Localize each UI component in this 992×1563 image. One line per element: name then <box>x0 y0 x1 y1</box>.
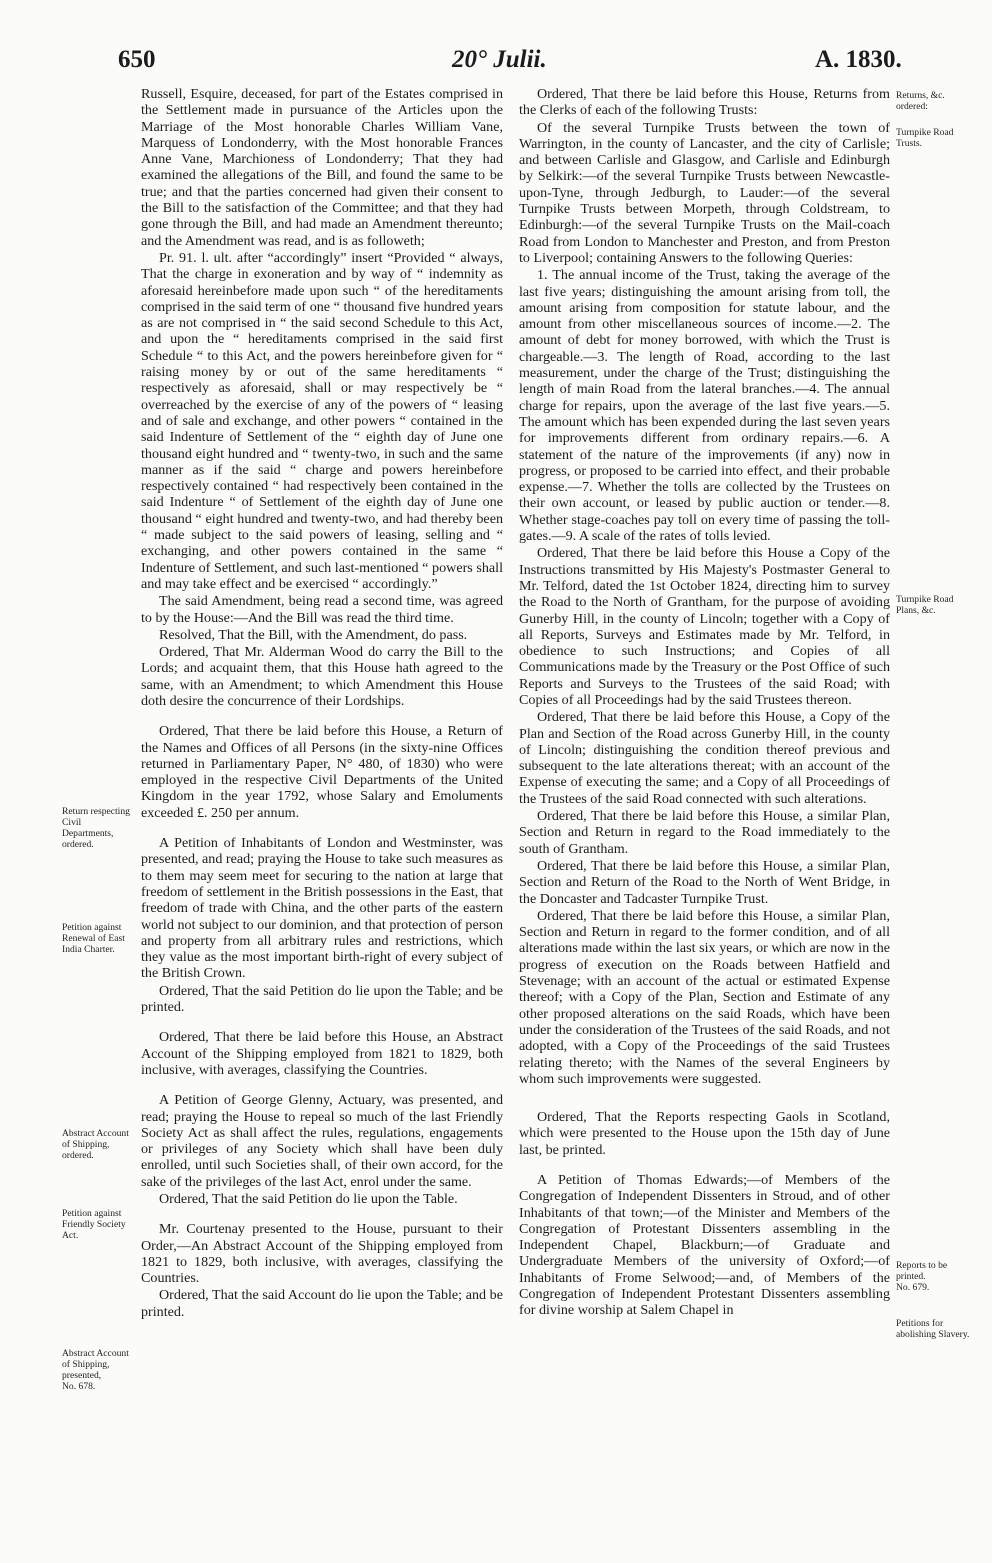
paragraph: Ordered, That the said Account do lie upon the Table; and be printed. <box>141 1287 503 1320</box>
paragraph: Ordered, That the said Petition do lie upon the Table; and be printed. <box>141 982 503 1016</box>
margin-note <box>896 127 978 149</box>
margin-note-label: Petition against Renewal of East India Charter. <box>62 922 125 955</box>
margin-note <box>62 806 134 850</box>
margin-note <box>62 1128 134 1161</box>
paragraph: A Petition of George Glenny, Actuary, was presented, and read; praying the House to repeal so much of the last Friendly Society Act as shall affect the rules, regulations, engagements or privileges of any Society which shall have been duly enrolled, until such Societies shall, of their own accord, for the sake of the privileges of the last Act, enrol under the same. <box>141 1092 503 1190</box>
paragraph: Of the several Turnpike Trusts between the town of Warrington, in the county of Lancaster, and the city of Carlisle; and between Carlisle and Glasgow, and Carlisle and Edinburgh by Selkirk:—of the several Turnpike Trusts between Newcastle-upon-Tyne, through Jedburgh, to Lauder:—of the several Turnpike Trusts between Morpeth, through Coldstream, to Edinburgh:—of the several Turnpike Trusts on the Mail-coach Road from London to Manchester and Preston, and from Preston to Liverpool; containing Answers to the following Queries: <box>519 119 890 266</box>
paragraph: Resolved, That the Bill, with the Amendment, do pass. <box>159 626 468 643</box>
margin-note <box>62 1348 134 1392</box>
margin-note-label: Abstract Account of Shipping, presented, <box>62 1348 129 1381</box>
paragraph: Ordered, That there be laid before this House, a Return of the Names and Offices of all Persons (in the sixty-nine Offices returned in Parliamentary Paper, N° 480, of 1830) who were employed in the respective Civil Departments of the United Kingdom in the year 1792, whose Salary and Emoluments exceeded £. 250 per annum. <box>141 723 503 821</box>
amendment-quote: Pr. 91. l. ult. after “accordingly” insert “Provided “ always, That the charge in exoneration and by way of “ indemnity as aforesaid hereinbefore made upon such “ of the hereditaments comprised in the said term of one “ thousand five hundred years as are not comprised in “ the said second Schedule to this Act, and upon the “ hereditaments comprised in the said first Schedule “ to this Act, and the powers hereinbefore given for “ raising money by or out of the same hereditaments “ respectively as aforesaid, shall or may respectively be “ overreached by the exercise of any of the powers of “ leasing and of sale and exchange, and other powers “ contained in the said Indenture of Settlement of the “ eighth day of June one thousand eight hundred and “ twenty-two, in such and the same manner as if the said “ charge and powers hereinbefore respectively contained “ had respectively been contained in the said Indenture “ of Settlement of the eighth day of June one thousand “ eight hundred and twenty-two, and had thereby been “ made subject to the said powers of leasing, selling and “ exchanging, and other powers contained in the same “ Indenture of Settlement, and such last-mentioned “ powers shall and may take effect and be exercised “ accordingly.” <box>141 249 503 592</box>
paper-number: No. 678. <box>62 1381 96 1392</box>
paragraph: The said Amendment, being read a second time, was agreed to by the House:—And the Bill was read the third time. <box>141 593 503 626</box>
paragraph: A Petition of Inhabitants of London and Westminster, was presented, and read; praying the House to take such measures as to them may seem meet for securing to the nation at large that freedom of settlement in the British possessions in the East, that freedom of trade with China, and the other parts of the eastern world not subject to our dominion, and that protection of person and property from all arbitrary rules and restrictions, which they value as the most important birth-right of every subject of the British Crown. <box>141 835 504 982</box>
paragraph: Russell, Esquire, deceased, for part of the Estates comprised in the Settlement made in pursuance of the Articles upon the Marriage of the Most honorable Charles William Vane, Marquess of Londonderry, with the Most honorable Frances Anne Vane, Marchioness of Londonderry; That they had examined the allegations of the Bill, and found the same to be true; and that the parties concerned had given their consent to the Bill to the satisfaction of the Committee; and that they had gone through the Bill, and had made an Amendment thereunto; and the Amendment was read, and is as followeth; <box>141 86 503 249</box>
paragraph: Ordered, That the Reports respecting Gaols in Scotland, which were presented to the House upon the 15th day of June last, be printed. <box>519 1109 890 1158</box>
paragraph: Ordered, That there be laid before this House, a similar Plan, Section and Return in regard to the Road immediately to the south of Grantham. <box>519 808 890 857</box>
paragraph: Ordered, That there be laid before this House, a similar Plan, Section and Return in regard to the former condition, and of all alterations made within the last six years, or which are now in the progress of execution on the Roads between Hatfield and Stevenage; with an account of the actual or estimated Expense thereof; with a Copy of the Plan, Section and Estimate of any other proposed alterations on the said Roads, which have been under the consideration of the Trustees of the said Roads, and not adopted, with a Copy of the Proceedings of the said Trustees relating thereto; with the Names of the several Engineers by whom such improvements were suggested. <box>519 907 890 1087</box>
margin-note-label: Turnpike Road Plans, &c. <box>896 594 954 616</box>
margin-note-label: Returns, &c. ordered: <box>896 90 945 112</box>
header-date: 20° Julii. <box>452 46 547 73</box>
margin-note-label: Turnpike Road Trusts. <box>896 127 954 149</box>
margin-note <box>896 90 978 112</box>
paragraph: Ordered, That there be laid before this House a Copy of the Instructions transmitted by His Majesty's Postmaster General to Mr. Telford, dated the 1st October 1824, directing him to survey the Road to the North of Grantham, for the purpose of avoiding Gunerby Hill, in the county of Lincoln; together with a Copy of all Reports, Surveys and Estimates made by Mr. Telford, in obedience to such Instructions; and Copies of all Communications made by the Treasury or the Post Office of such Reports and Surveys to the Trustees of the said Road; with Copies of all Proceedings had by the said Trustees thereon. <box>519 545 890 708</box>
left-text-column <box>141 86 503 1320</box>
margin-note <box>62 922 134 955</box>
header-year: A. 1830. <box>815 46 902 73</box>
margin-note <box>896 1260 978 1293</box>
page-number: 650 <box>118 46 156 73</box>
paper-number: No. 679. <box>896 1282 930 1293</box>
right-text-column <box>519 86 890 1319</box>
margin-note-label: Reports to be printed. <box>896 1260 948 1282</box>
paragraph: Ordered, That there be laid before this House, an Abstract Account of the Shipping employed from 1821 to 1829, both inclusive, with averages, classifying the Countries. <box>141 1029 503 1078</box>
paragraph: A Petition of Thomas Edwards;—of Members of the Congregation of Independent Dissenters in Stroud, and of other Inhabitants of that town;—of the Minister and Members of the Congregation of Protestant Dissenters assembling in the Independent Chapel, Blackburn;—of Graduate and Undergraduate Members of the university of Oxford;—of Inhabitants of Frome Selwood;—and, of Members of the Congregation of Independent Protestant Dissenters assembling for divine worship at Salem Chapel in <box>519 1172 890 1319</box>
queries-paragraph: 1. The annual income of the Trust, taking the average of the last five years; distinguishing the amount arising from toll, the amount arising from composition for statute labour, and the amount from other miscellaneous sources of income.—2. The amount of debt for money borrowed, with which the Trust is chargeable.—3. The length of Road, according to the last measurement, under the charge of the Trust; distinguishing the length of main Road from the lateral branches.—4. The annual charge for repairs, upon the average of the last five years.—5. The amount which has been expended during the last seven years for improvements different from ordinary repairs.—6. A statement of the nature of the improvements (if any) now in progress, or proposed to be carried into effect, and their probable expense.—7. Whether the tolls are collected by the Trustees on their own account, or leased by public auction or tender.—8. Whether stage-coaches pay toll on every time of passing the toll-gates.—9. A scale of the rates of tolls levied. <box>519 267 890 545</box>
paragraph: Ordered, That the said Petition do lie upon the Table. <box>159 1191 458 1207</box>
margin-note <box>896 594 978 616</box>
margin-note <box>62 1208 134 1241</box>
paragraph: Ordered, That there be laid before this House, Returns from the Clerks of each of the following Trusts: <box>519 86 890 119</box>
margin-note-label: Abstract Account of Shipping, ordered. <box>62 1128 129 1161</box>
paragraph: Ordered, That there be laid before this House, a Copy of the Plan and Section of the Road across Gunerby Hill, in the county of Lincoln; distinguishing the condition thereof previous and subsequent to the late alterations thereat; with an account of the Expense of executing the same; and a Copy of all Proceedings of the Trustees of the said Road connected with such alterations. <box>519 709 890 807</box>
paragraph: Ordered, That Mr. Alderman Wood do carry the Bill to the Lords; and acquaint them, that this House hath agreed to the same, with an Amendment; to which Amendment this House doth desire the concurrence of their Lordships. <box>141 644 503 709</box>
margin-note-label: Petition against Friendly Society Act. <box>62 1208 126 1241</box>
paragraph: Ordered, That there be laid before this House, a similar Plan, Section and Return of the Road to the North of Went Bridge, in the Doncaster and Tadcaster Turnpike Trust. <box>519 857 890 907</box>
margin-note-label: Return respecting Civil Departments, ordered. <box>62 806 130 850</box>
margin-note <box>896 1318 978 1340</box>
page-header <box>0 46 992 82</box>
paragraph: Mr. Courtenay presented to the House, pursuant to their Order,—An Abstract Account of the Shipping employed from 1821 to 1829, both inclusive, with averages, classifying the Countries. <box>141 1221 503 1287</box>
margin-note-label: Petitions for abolishing Slavery. <box>896 1318 970 1340</box>
